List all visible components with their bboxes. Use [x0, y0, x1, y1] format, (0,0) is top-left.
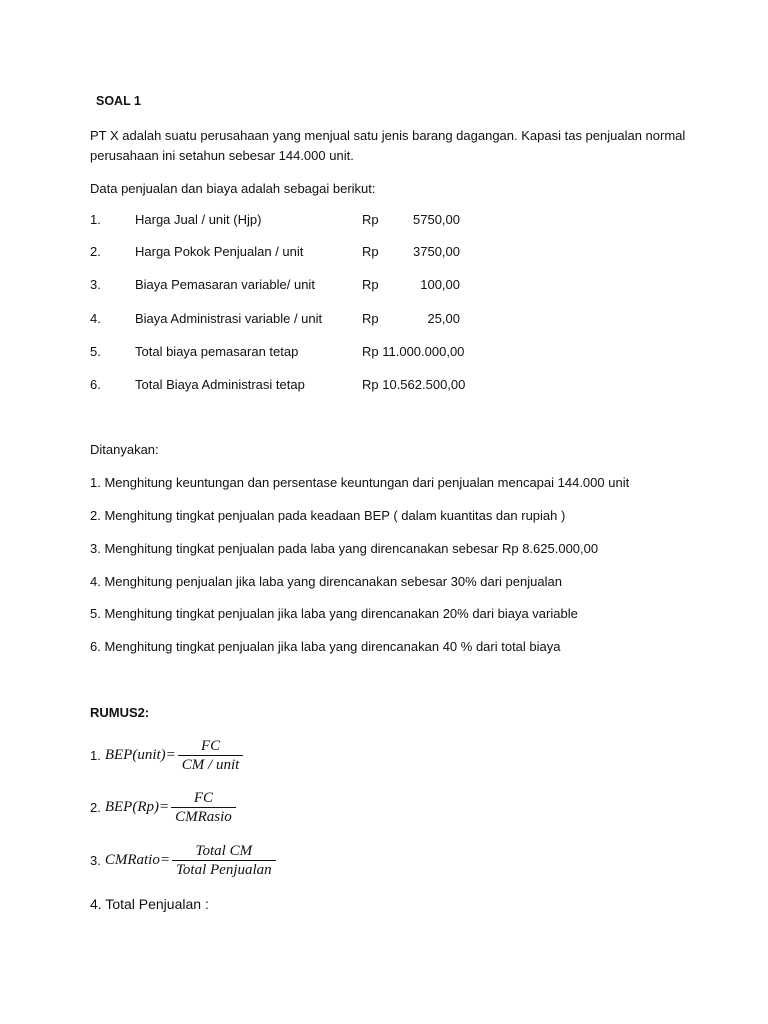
data-row-5	[90, 344, 490, 362]
row-number: 4.	[90, 311, 101, 326]
formula-2	[90, 789, 236, 826]
formula-denominator: Total Penjualan	[172, 860, 276, 879]
formula-numerator: Total CM	[195, 843, 253, 859]
row-currency: Rp	[362, 244, 379, 259]
formula-expression	[105, 789, 236, 826]
row-currency: Rp	[362, 277, 379, 292]
formula-denominator: CM / unit	[178, 755, 244, 774]
formula-lhs: BEP(Rp)=	[104, 799, 170, 815]
question-6: 6. Menghitung tingkat penjualan jika laba yang direncanakan 40 % dari total biaya	[90, 639, 561, 654]
formula-1	[90, 737, 243, 774]
formula-number: 2.	[90, 800, 101, 815]
formula-denominator: CMRasio	[171, 807, 236, 826]
formula-expression	[105, 842, 276, 879]
data-row-2	[90, 244, 490, 262]
asked-heading: Ditanyakan:	[90, 442, 159, 457]
row-currency: Rp	[362, 212, 379, 227]
data-row-3	[90, 277, 490, 295]
row-amount: 5750,00	[413, 212, 460, 227]
formula-number: 1.	[90, 748, 101, 763]
row-label: Harga Pokok Penjualan / unit	[135, 244, 304, 259]
formula-expression	[105, 737, 243, 774]
row-value: Rp 10.562.500,00	[362, 377, 466, 392]
formula-numerator: FC	[200, 738, 221, 754]
row-amount: 3750,00	[413, 244, 460, 259]
row-number: 1.	[90, 212, 101, 227]
formula-fraction	[172, 842, 276, 879]
row-number: 6.	[90, 377, 101, 392]
row-label: Biaya Pemasaran variable/ unit	[135, 277, 315, 292]
row-amount: 25,00	[427, 311, 460, 326]
formula-fraction	[178, 737, 244, 774]
document-title: SOAL 1	[96, 94, 141, 108]
formula-fraction	[171, 789, 236, 826]
data-intro: Data penjualan dan biaya adalah sebagai berikut:	[90, 181, 376, 196]
formula-3	[90, 842, 276, 879]
row-currency: Rp	[362, 311, 379, 326]
row-label: Total biaya pemasaran tetap	[135, 344, 299, 359]
data-row-6	[90, 377, 490, 395]
question-1: 1. Menghitung keuntungan dan persentase keuntungan dari penjualan mencapai 144.000 unit	[90, 475, 630, 490]
row-value: Rp 11.000.000,00	[362, 344, 465, 359]
row-label: Biaya Administrasi variable / unit	[135, 311, 323, 326]
question-2: 2. Menghitung tingkat penjualan pada keadaan BEP ( dalam kuantitas dan rupiah )	[90, 508, 566, 523]
intro-paragraph: PT X adalah suatu perusahaan yang menjual satu jenis barang dagangan. Kapasi tas penjualan normal perusahaan ini setahun sebesar 144.000 unit.	[90, 128, 686, 163]
row-label: Harga Jual / unit (Hjp)	[135, 212, 262, 227]
total-sales-item: 4. Total Penjualan :	[90, 896, 209, 912]
row-amount: 100,00	[420, 277, 460, 292]
row-number: 3.	[90, 277, 101, 292]
formula-lhs: BEP(unit)=	[104, 747, 176, 763]
row-number: 2.	[90, 244, 101, 259]
data-row-4	[90, 311, 490, 329]
formula-lhs: CMRatio=	[104, 852, 170, 868]
formula-numerator: FC	[193, 790, 214, 806]
formula-number: 3.	[90, 853, 101, 868]
question-4: 4. Menghitung penjualan jika laba yang direncanakan sebesar 30% dari penjualan	[90, 574, 562, 589]
formulas-heading: RUMUS2:	[90, 705, 150, 720]
row-number: 5.	[90, 344, 101, 359]
data-row-1	[90, 212, 490, 230]
question-5: 5. Menghitung tingkat penjualan jika laba yang direncanakan 20% dari biaya variable	[90, 606, 578, 621]
question-3: 3. Menghitung tingkat penjualan pada laba yang direncanakan sebesar Rp 8.625.000,00	[90, 541, 599, 556]
row-label: Total Biaya Administrasi tetap	[135, 377, 305, 392]
